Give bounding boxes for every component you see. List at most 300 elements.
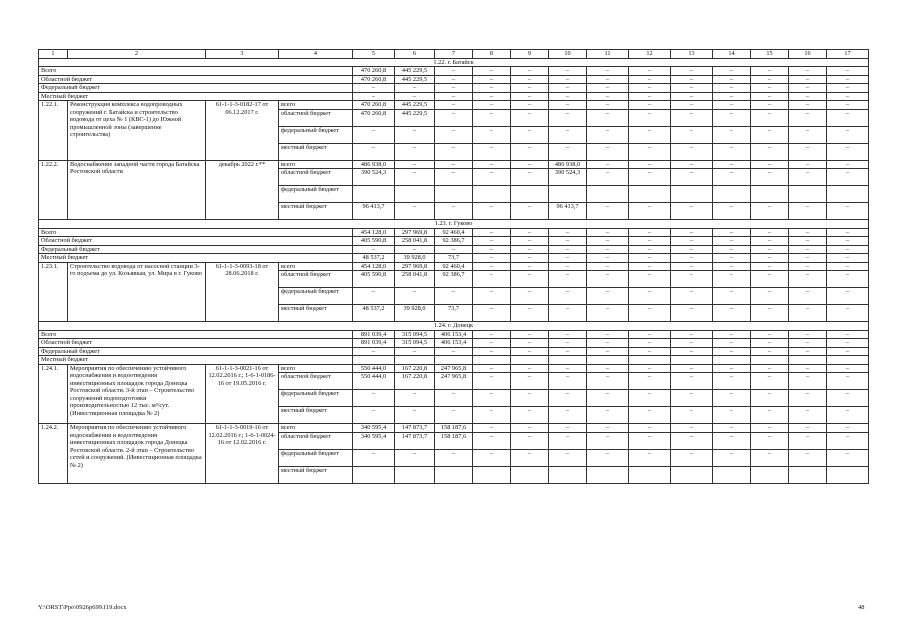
value-cell: –	[751, 75, 789, 84]
value-cell: –	[789, 109, 827, 126]
value-cell	[473, 466, 511, 483]
value-cell: –	[587, 373, 629, 390]
value-cell: –	[789, 305, 827, 322]
value-cell: –	[827, 254, 869, 263]
value-cell: –	[751, 109, 789, 126]
value-cell: –	[473, 126, 511, 143]
value-cell: –	[549, 228, 587, 237]
value-cell: –	[435, 92, 473, 101]
item-name: Мероприятия по обеспечению устойчивого водоснабжения и водоотведения инвестиционных площадок города Донецка Ростовской области. 2-й этап – Строительство сетей и сооружений. (Инвестиционная площадка № 2)	[68, 424, 206, 484]
summary-label: Местный бюджет	[39, 356, 353, 365]
value-cell: 167 220,8	[395, 373, 435, 390]
item-number: 1.24.2.	[39, 424, 68, 484]
value-cell	[751, 186, 789, 203]
value-cell: –	[549, 67, 587, 76]
value-cell: –	[435, 101, 473, 110]
value-cell	[713, 356, 751, 365]
value-cell: 247 965,8	[435, 364, 473, 373]
column-number-header: 14	[713, 50, 751, 59]
value-cell: –	[671, 101, 713, 110]
value-cell: 92 386,7	[435, 271, 473, 288]
value-cell: –	[549, 347, 587, 356]
section-title-row	[39, 58, 869, 67]
value-cell: 470 260,8	[353, 109, 395, 126]
column-number-header: 9	[511, 50, 549, 59]
funding-source: областной бюджет	[279, 432, 353, 449]
value-cell: –	[827, 407, 869, 424]
footer-file-path: Y:\ORST\Ppo\0926p699.f19.docx	[38, 604, 127, 611]
summary-label: Всего	[39, 67, 353, 76]
value-cell: 470 260,8	[353, 101, 395, 110]
value-cell: –	[473, 101, 511, 110]
value-cell	[827, 466, 869, 483]
value-cell	[587, 186, 629, 203]
value-cell: –	[671, 432, 713, 449]
value-cell: –	[395, 203, 435, 220]
value-cell: 486 938,0	[549, 160, 587, 169]
summary-row	[39, 228, 869, 237]
value-cell: –	[511, 262, 549, 271]
value-cell: 891 039,4	[353, 330, 395, 339]
value-cell: –	[549, 373, 587, 390]
value-cell: –	[751, 237, 789, 246]
value-cell: –	[549, 92, 587, 101]
financing-table	[38, 49, 869, 484]
value-cell: –	[629, 101, 671, 110]
value-cell: –	[587, 364, 629, 373]
value-cell: –	[789, 101, 827, 110]
value-cell: –	[789, 339, 827, 348]
section-title-row	[39, 322, 869, 331]
value-cell: –	[549, 262, 587, 271]
value-cell	[789, 466, 827, 483]
item-number: 1.23.1.	[39, 262, 68, 322]
value-cell: –	[473, 449, 511, 466]
value-cell: –	[511, 339, 549, 348]
value-cell: –	[827, 75, 869, 84]
value-cell: –	[629, 364, 671, 373]
value-cell: –	[549, 237, 587, 246]
funding-source: областной бюджет	[279, 169, 353, 186]
value-cell: 258 041,8	[395, 237, 435, 246]
column-number-header: 2	[68, 50, 206, 59]
value-cell: –	[435, 126, 473, 143]
value-cell: 550 444,0	[353, 373, 395, 390]
value-cell: –	[751, 254, 789, 263]
item-number: 1.24.1.	[39, 364, 68, 424]
value-cell: –	[473, 330, 511, 339]
value-cell: –	[549, 143, 587, 160]
value-cell: –	[395, 390, 435, 407]
funding-source: областной бюджет	[279, 271, 353, 288]
value-cell: –	[713, 67, 751, 76]
summary-label: Местный бюджет	[39, 254, 353, 263]
item-name: Водоснабжение западной части города Батайска Ростовской области	[68, 160, 206, 220]
value-cell: –	[395, 245, 435, 254]
value-cell: 147 873,7	[395, 424, 435, 433]
value-cell: –	[629, 390, 671, 407]
value-cell: –	[511, 245, 549, 254]
value-cell	[473, 356, 511, 365]
item-name: Строительство водовода от насосной станции 3-го подъема до ул. Козьявкая, ул. Мира в г. Гуково	[68, 262, 206, 322]
value-cell	[549, 186, 587, 203]
value-cell: –	[473, 373, 511, 390]
value-cell: –	[789, 449, 827, 466]
value-cell: –	[435, 109, 473, 126]
value-cell: –	[629, 407, 671, 424]
value-cell: 297 969,8	[395, 262, 435, 271]
value-cell: –	[511, 126, 549, 143]
value-cell: –	[789, 373, 827, 390]
value-cell: –	[671, 237, 713, 246]
value-cell: –	[713, 84, 751, 93]
column-number-header: 17	[827, 50, 869, 59]
value-cell: –	[751, 271, 789, 288]
value-cell: –	[671, 449, 713, 466]
value-cell: –	[751, 288, 789, 305]
value-cell: –	[629, 288, 671, 305]
value-cell: 445 229,5	[395, 75, 435, 84]
value-cell: –	[827, 169, 869, 186]
value-cell: –	[587, 254, 629, 263]
column-number-header: 10	[549, 50, 587, 59]
value-cell: –	[511, 169, 549, 186]
item-number: 1.22.2.	[39, 160, 68, 220]
value-cell: –	[511, 67, 549, 76]
summary-label: Федеральный бюджет	[39, 347, 353, 356]
column-number-header: 4	[279, 50, 353, 59]
value-cell: –	[671, 288, 713, 305]
value-cell: 39 928,0	[395, 305, 435, 322]
value-cell: –	[671, 228, 713, 237]
value-cell: –	[511, 305, 549, 322]
value-cell: –	[629, 228, 671, 237]
value-cell: –	[587, 169, 629, 186]
funding-source: всего	[279, 160, 353, 169]
value-cell: –	[435, 160, 473, 169]
summary-row	[39, 67, 869, 76]
value-cell: –	[671, 347, 713, 356]
value-cell: –	[671, 407, 713, 424]
value-cell: –	[789, 432, 827, 449]
value-cell: –	[435, 288, 473, 305]
value-cell: –	[671, 67, 713, 76]
value-cell: –	[827, 373, 869, 390]
value-cell: 96 413,7	[353, 203, 395, 220]
value-cell: –	[587, 203, 629, 220]
value-cell: –	[473, 271, 511, 288]
value-cell: –	[713, 92, 751, 101]
value-cell: –	[549, 330, 587, 339]
value-cell: –	[789, 75, 827, 84]
value-cell: 454 128,0	[353, 228, 395, 237]
value-cell: –	[827, 109, 869, 126]
value-cell: –	[473, 160, 511, 169]
value-cell	[587, 356, 629, 365]
value-cell: –	[629, 305, 671, 322]
value-cell: –	[713, 390, 751, 407]
value-cell: –	[395, 160, 435, 169]
value-cell	[511, 186, 549, 203]
value-cell: 247 965,8	[435, 373, 473, 390]
item-number: 1.22.1.	[39, 101, 68, 161]
value-cell: 445 229,5	[395, 67, 435, 76]
item-document: 61-1-1-3-0019-16 от 12.02.2016 г.; 1-6-1-0024-16 от 12.02.2016 г.	[206, 424, 279, 484]
value-cell: –	[789, 237, 827, 246]
value-cell: –	[435, 75, 473, 84]
value-cell: –	[353, 288, 395, 305]
value-cell	[587, 466, 629, 483]
value-cell: 147 873,7	[395, 432, 435, 449]
funding-source: федеральный бюджет	[279, 186, 353, 203]
value-cell: –	[671, 75, 713, 84]
column-number-header: 12	[629, 50, 671, 59]
value-cell: –	[549, 245, 587, 254]
value-cell: –	[353, 143, 395, 160]
value-cell: –	[713, 373, 751, 390]
value-cell: –	[751, 160, 789, 169]
value-cell: –	[751, 143, 789, 160]
value-cell: –	[671, 92, 713, 101]
funding-source: областной бюджет	[279, 373, 353, 390]
value-cell: –	[549, 271, 587, 288]
value-cell: –	[713, 339, 751, 348]
value-cell	[671, 466, 713, 483]
value-cell: –	[827, 84, 869, 93]
value-cell: –	[435, 143, 473, 160]
column-number-header: 11	[587, 50, 629, 59]
value-cell: –	[827, 143, 869, 160]
value-cell: –	[789, 424, 827, 433]
value-cell: –	[827, 424, 869, 433]
value-cell: 340 595,4	[353, 432, 395, 449]
value-cell: –	[827, 330, 869, 339]
value-cell: –	[629, 84, 671, 93]
funding-source: всего	[279, 262, 353, 271]
value-cell: –	[395, 126, 435, 143]
value-cell: –	[629, 262, 671, 271]
value-cell	[435, 466, 473, 483]
value-cell: –	[751, 169, 789, 186]
value-cell: 92 460,4	[435, 262, 473, 271]
value-cell: –	[629, 126, 671, 143]
value-cell: –	[395, 169, 435, 186]
value-cell: –	[473, 364, 511, 373]
value-cell: –	[629, 347, 671, 356]
value-cell: –	[435, 245, 473, 254]
value-cell	[549, 466, 587, 483]
value-cell: –	[587, 339, 629, 348]
value-cell: –	[395, 449, 435, 466]
value-cell: –	[827, 305, 869, 322]
value-cell: –	[473, 305, 511, 322]
value-cell	[629, 466, 671, 483]
funding-source: местный бюджет	[279, 407, 353, 424]
value-cell: –	[435, 390, 473, 407]
value-cell: –	[671, 364, 713, 373]
value-cell: –	[671, 245, 713, 254]
value-cell: –	[751, 330, 789, 339]
item-document: 61-1-1-3-0093-18 от 28.06.2018 г.	[206, 262, 279, 322]
value-cell: –	[587, 84, 629, 93]
value-cell: –	[587, 237, 629, 246]
column-number-header: 3	[206, 50, 279, 59]
value-cell: –	[435, 407, 473, 424]
value-cell: –	[629, 169, 671, 186]
funding-source: местный бюджет	[279, 143, 353, 160]
item-row	[39, 424, 869, 433]
value-cell: –	[827, 288, 869, 305]
value-cell: –	[353, 407, 395, 424]
value-cell: –	[671, 271, 713, 288]
value-cell: 405 590,8	[353, 271, 395, 288]
summary-row	[39, 237, 869, 246]
value-cell: –	[713, 160, 751, 169]
value-cell: –	[713, 237, 751, 246]
value-cell: –	[473, 432, 511, 449]
value-cell: –	[713, 262, 751, 271]
value-cell: –	[671, 373, 713, 390]
funding-source: всего	[279, 101, 353, 110]
item-document: 61-1-1-3-0021-16 от 12.02.2016 г.; 1-6-1-0186-16 от 19.05.2016 г.	[206, 364, 279, 424]
value-cell: –	[671, 84, 713, 93]
value-cell: 406 153,4	[435, 339, 473, 348]
value-cell: –	[473, 109, 511, 126]
column-number-header: 1	[39, 50, 68, 59]
value-cell: –	[629, 339, 671, 348]
value-cell: –	[473, 67, 511, 76]
value-cell: 486 938,0	[353, 160, 395, 169]
value-cell: –	[587, 390, 629, 407]
item-name: Реконструкция комплекса водопроводных сооружений г. Батайска и строительство водовода от цеха № 1 (КВС-1) до Южной промышленной зоны (завершение строительства)	[68, 101, 206, 161]
funding-source: всего	[279, 364, 353, 373]
value-cell: –	[751, 407, 789, 424]
value-cell: –	[629, 424, 671, 433]
value-cell	[435, 186, 473, 203]
value-cell: –	[549, 254, 587, 263]
value-cell: –	[629, 143, 671, 160]
value-cell: –	[789, 262, 827, 271]
funding-source: федеральный бюджет	[279, 449, 353, 466]
value-cell: –	[395, 347, 435, 356]
value-cell	[629, 356, 671, 365]
value-cell: –	[549, 449, 587, 466]
value-cell: –	[629, 373, 671, 390]
value-cell: 390 524,3	[549, 169, 587, 186]
value-cell: 158 187,6	[435, 432, 473, 449]
value-cell: –	[789, 254, 827, 263]
value-cell: –	[511, 330, 549, 339]
value-cell: –	[827, 228, 869, 237]
value-cell: –	[549, 407, 587, 424]
value-cell: –	[713, 347, 751, 356]
value-cell	[827, 186, 869, 203]
value-cell: –	[353, 84, 395, 93]
section-title: 1.24. г. Донецк	[39, 322, 869, 331]
value-cell: –	[353, 390, 395, 407]
summary-label: Федеральный бюджет	[39, 84, 353, 93]
value-cell: –	[751, 364, 789, 373]
value-cell	[671, 186, 713, 203]
value-cell: –	[827, 432, 869, 449]
funding-source: федеральный бюджет	[279, 288, 353, 305]
value-cell: –	[789, 169, 827, 186]
value-cell: –	[511, 75, 549, 84]
value-cell: –	[473, 245, 511, 254]
value-cell: –	[827, 67, 869, 76]
value-cell: –	[789, 330, 827, 339]
value-cell: –	[713, 75, 751, 84]
value-cell: –	[587, 245, 629, 254]
value-cell: 167 220,8	[395, 364, 435, 373]
value-cell: –	[789, 228, 827, 237]
value-cell: –	[713, 126, 751, 143]
value-cell: –	[751, 347, 789, 356]
value-cell: –	[751, 84, 789, 93]
value-cell: –	[751, 126, 789, 143]
value-cell: –	[511, 347, 549, 356]
value-cell: –	[353, 245, 395, 254]
value-cell: –	[629, 203, 671, 220]
value-cell: –	[827, 160, 869, 169]
value-cell: –	[629, 160, 671, 169]
value-cell: –	[511, 237, 549, 246]
value-cell: –	[511, 109, 549, 126]
value-cell: 158 187,6	[435, 424, 473, 433]
value-cell	[789, 356, 827, 365]
item-document: 61-1-1-3-0182-17 от 06.12.2017 г.	[206, 101, 279, 161]
value-cell: –	[751, 432, 789, 449]
value-cell: –	[789, 271, 827, 288]
value-cell: –	[713, 305, 751, 322]
value-cell: –	[549, 424, 587, 433]
value-cell: –	[473, 237, 511, 246]
value-cell: –	[587, 75, 629, 84]
value-cell: –	[511, 407, 549, 424]
value-cell	[789, 186, 827, 203]
value-cell: –	[629, 254, 671, 263]
value-cell: –	[511, 449, 549, 466]
value-cell	[435, 356, 473, 365]
value-cell: –	[751, 390, 789, 407]
item-row	[39, 364, 869, 373]
value-cell: –	[671, 160, 713, 169]
value-cell: –	[353, 92, 395, 101]
value-cell: –	[353, 126, 395, 143]
value-cell: –	[751, 228, 789, 237]
value-cell: –	[671, 109, 713, 126]
value-cell: –	[713, 254, 751, 263]
value-cell: –	[587, 262, 629, 271]
value-cell: –	[789, 390, 827, 407]
value-cell: –	[473, 339, 511, 348]
value-cell: –	[473, 203, 511, 220]
value-cell: –	[751, 449, 789, 466]
value-cell	[751, 356, 789, 365]
value-cell: –	[827, 126, 869, 143]
summary-row	[39, 75, 869, 84]
value-cell: –	[587, 305, 629, 322]
value-cell: –	[629, 449, 671, 466]
value-cell: 454 128,0	[353, 262, 395, 271]
value-cell: –	[473, 143, 511, 160]
value-cell: 445 229,5	[395, 101, 435, 110]
value-cell: –	[473, 390, 511, 407]
value-cell: –	[713, 228, 751, 237]
value-cell	[511, 356, 549, 365]
value-cell: –	[671, 330, 713, 339]
value-cell: –	[549, 305, 587, 322]
